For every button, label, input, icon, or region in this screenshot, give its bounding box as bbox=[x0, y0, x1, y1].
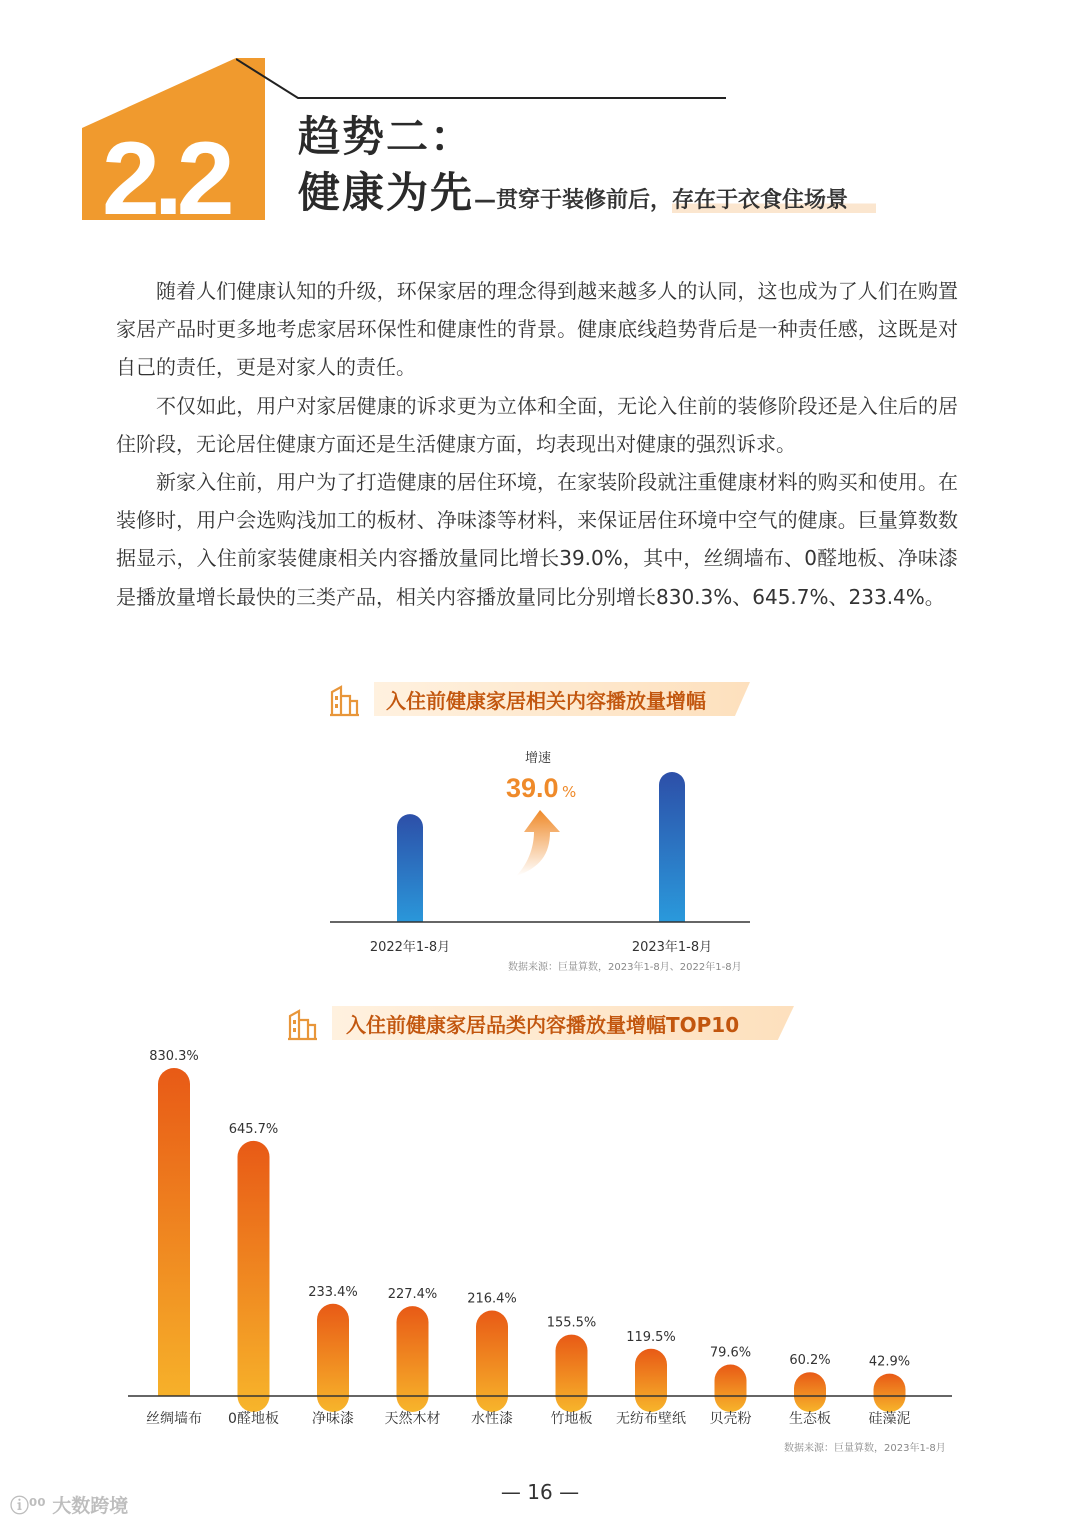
bar-value-label: 233.4% bbox=[308, 1284, 358, 1300]
bar-value-label: 155.5% bbox=[546, 1315, 597, 1331]
subtitle-part2: 存在于衣食住场景 bbox=[672, 188, 876, 213]
page-number: — 16 — bbox=[500, 1480, 580, 1504]
bar-6 bbox=[635, 1349, 667, 1412]
growth-label: 增速 bbox=[524, 751, 552, 766]
x-tick-label: 2022年1-8月 bbox=[369, 940, 451, 955]
x-tick-label: 天然木材 bbox=[384, 1411, 441, 1427]
subtitle-part1: 贯穿于装修前后， bbox=[496, 188, 673, 213]
bar-1 bbox=[238, 1141, 270, 1412]
x-tick-label: 水性漆 bbox=[471, 1411, 513, 1427]
paragraph: 不仅如此，用户对家居健康的诉求更为立体和全面，无论入住前的装修阶段还是入住后的居住阶段，无论居住健康方面还是生活健康方面，均表现出对健康的强烈诉求。 bbox=[116, 393, 958, 456]
watermark-text: 大数跨境 bbox=[52, 1495, 129, 1517]
bar-0 bbox=[158, 1068, 190, 1412]
x-tick-label: 丝绸墙布 bbox=[146, 1411, 202, 1427]
bar-4 bbox=[476, 1311, 508, 1412]
subtitle-dash: — bbox=[474, 188, 497, 213]
building-icon bbox=[286, 1008, 320, 1042]
x-tick-label: 竹地板 bbox=[550, 1411, 593, 1427]
bar-value-label: 830.3% bbox=[149, 1049, 199, 1064]
bar-value-label: 216.4% bbox=[467, 1291, 517, 1307]
bar-value-label: 42.9% bbox=[868, 1354, 911, 1370]
bar-value-label: 60.2% bbox=[789, 1353, 831, 1369]
growth-value: 39.0 bbox=[506, 773, 559, 803]
growth-unit: % bbox=[562, 783, 577, 801]
bar-value-label: 119.5% bbox=[626, 1329, 676, 1345]
paragraph: 新家入住前，用户为了打造健康的居住环境，在家装阶段就注重健康材料的购买和使用。在装修时，用户会选购浅加工的板材、净味漆等材料，来保证居住环境中空气的健康。巨量算数数据显示，入住前家装健康相关内容播放量同比增长39.0%，其中，丝绸墙布、0醛地板、净味漆是播放量增长最快的三类产品，相关内容播放量同比分别增长830.3%、645.7%、233.4%。 bbox=[116, 470, 958, 609]
x-tick-label: 贝壳粉 bbox=[709, 1411, 752, 1427]
chart-top10 bbox=[120, 1040, 960, 1460]
watermark-logo-icon: ⓘ⁰⁰ bbox=[10, 1495, 46, 1517]
chart-title: 入住前健康家居相关内容播放量增幅 bbox=[386, 689, 706, 713]
chart-growth bbox=[320, 740, 770, 940]
watermark bbox=[10, 1491, 128, 1518]
bar-value-label: 227.4% bbox=[387, 1287, 438, 1303]
section-title bbox=[298, 168, 876, 226]
bar-8 bbox=[794, 1372, 826, 1412]
x-tick-label: 无纺布壁纸 bbox=[616, 1411, 686, 1427]
bar-7 bbox=[715, 1365, 747, 1412]
x-tick-label: 2023年1-8月 bbox=[631, 940, 713, 955]
chart-source: 数据来源：巨量算数，2023年1-8月 bbox=[784, 1443, 946, 1454]
bar-1 bbox=[659, 772, 685, 935]
bar-9 bbox=[874, 1374, 906, 1412]
bar-value-label: 79.6% bbox=[709, 1345, 752, 1361]
chart-source: 数据来源：巨量算数，2023年1-8月、2022年1-8月 bbox=[508, 962, 742, 973]
paragraph: 随着人们健康认知的升级，环保家居的理念得到越来越多人的认同，这也成为了人们在购置家居产品时更多地考虑家居环保性和健康性的背景。健康底线趋势背后是一种责任感，这既是对自己的责任，更是对家人的责任。 bbox=[116, 279, 958, 380]
section-number: 2.2 bbox=[102, 121, 229, 220]
chart-title: 入住前健康家居品类内容播放量增幅TOP10 bbox=[346, 1013, 740, 1037]
section-title-main: 健康为先 bbox=[298, 168, 475, 217]
section-title-prefix: 趋势二： bbox=[298, 112, 475, 161]
bar-5 bbox=[556, 1335, 588, 1412]
header-rule bbox=[236, 58, 728, 102]
x-tick-label: 生态板 bbox=[789, 1411, 831, 1427]
bar-value-label: 645.7% bbox=[228, 1121, 279, 1137]
building-icon bbox=[328, 684, 362, 718]
x-tick-label: 净味漆 bbox=[312, 1411, 354, 1427]
growth-arrow-icon bbox=[516, 810, 560, 876]
body-text bbox=[116, 272, 958, 616]
x-tick-label: 硅藻泥 bbox=[868, 1411, 911, 1427]
x-tick-label: 0醛地板 bbox=[228, 1411, 279, 1427]
bar-0 bbox=[397, 814, 423, 935]
